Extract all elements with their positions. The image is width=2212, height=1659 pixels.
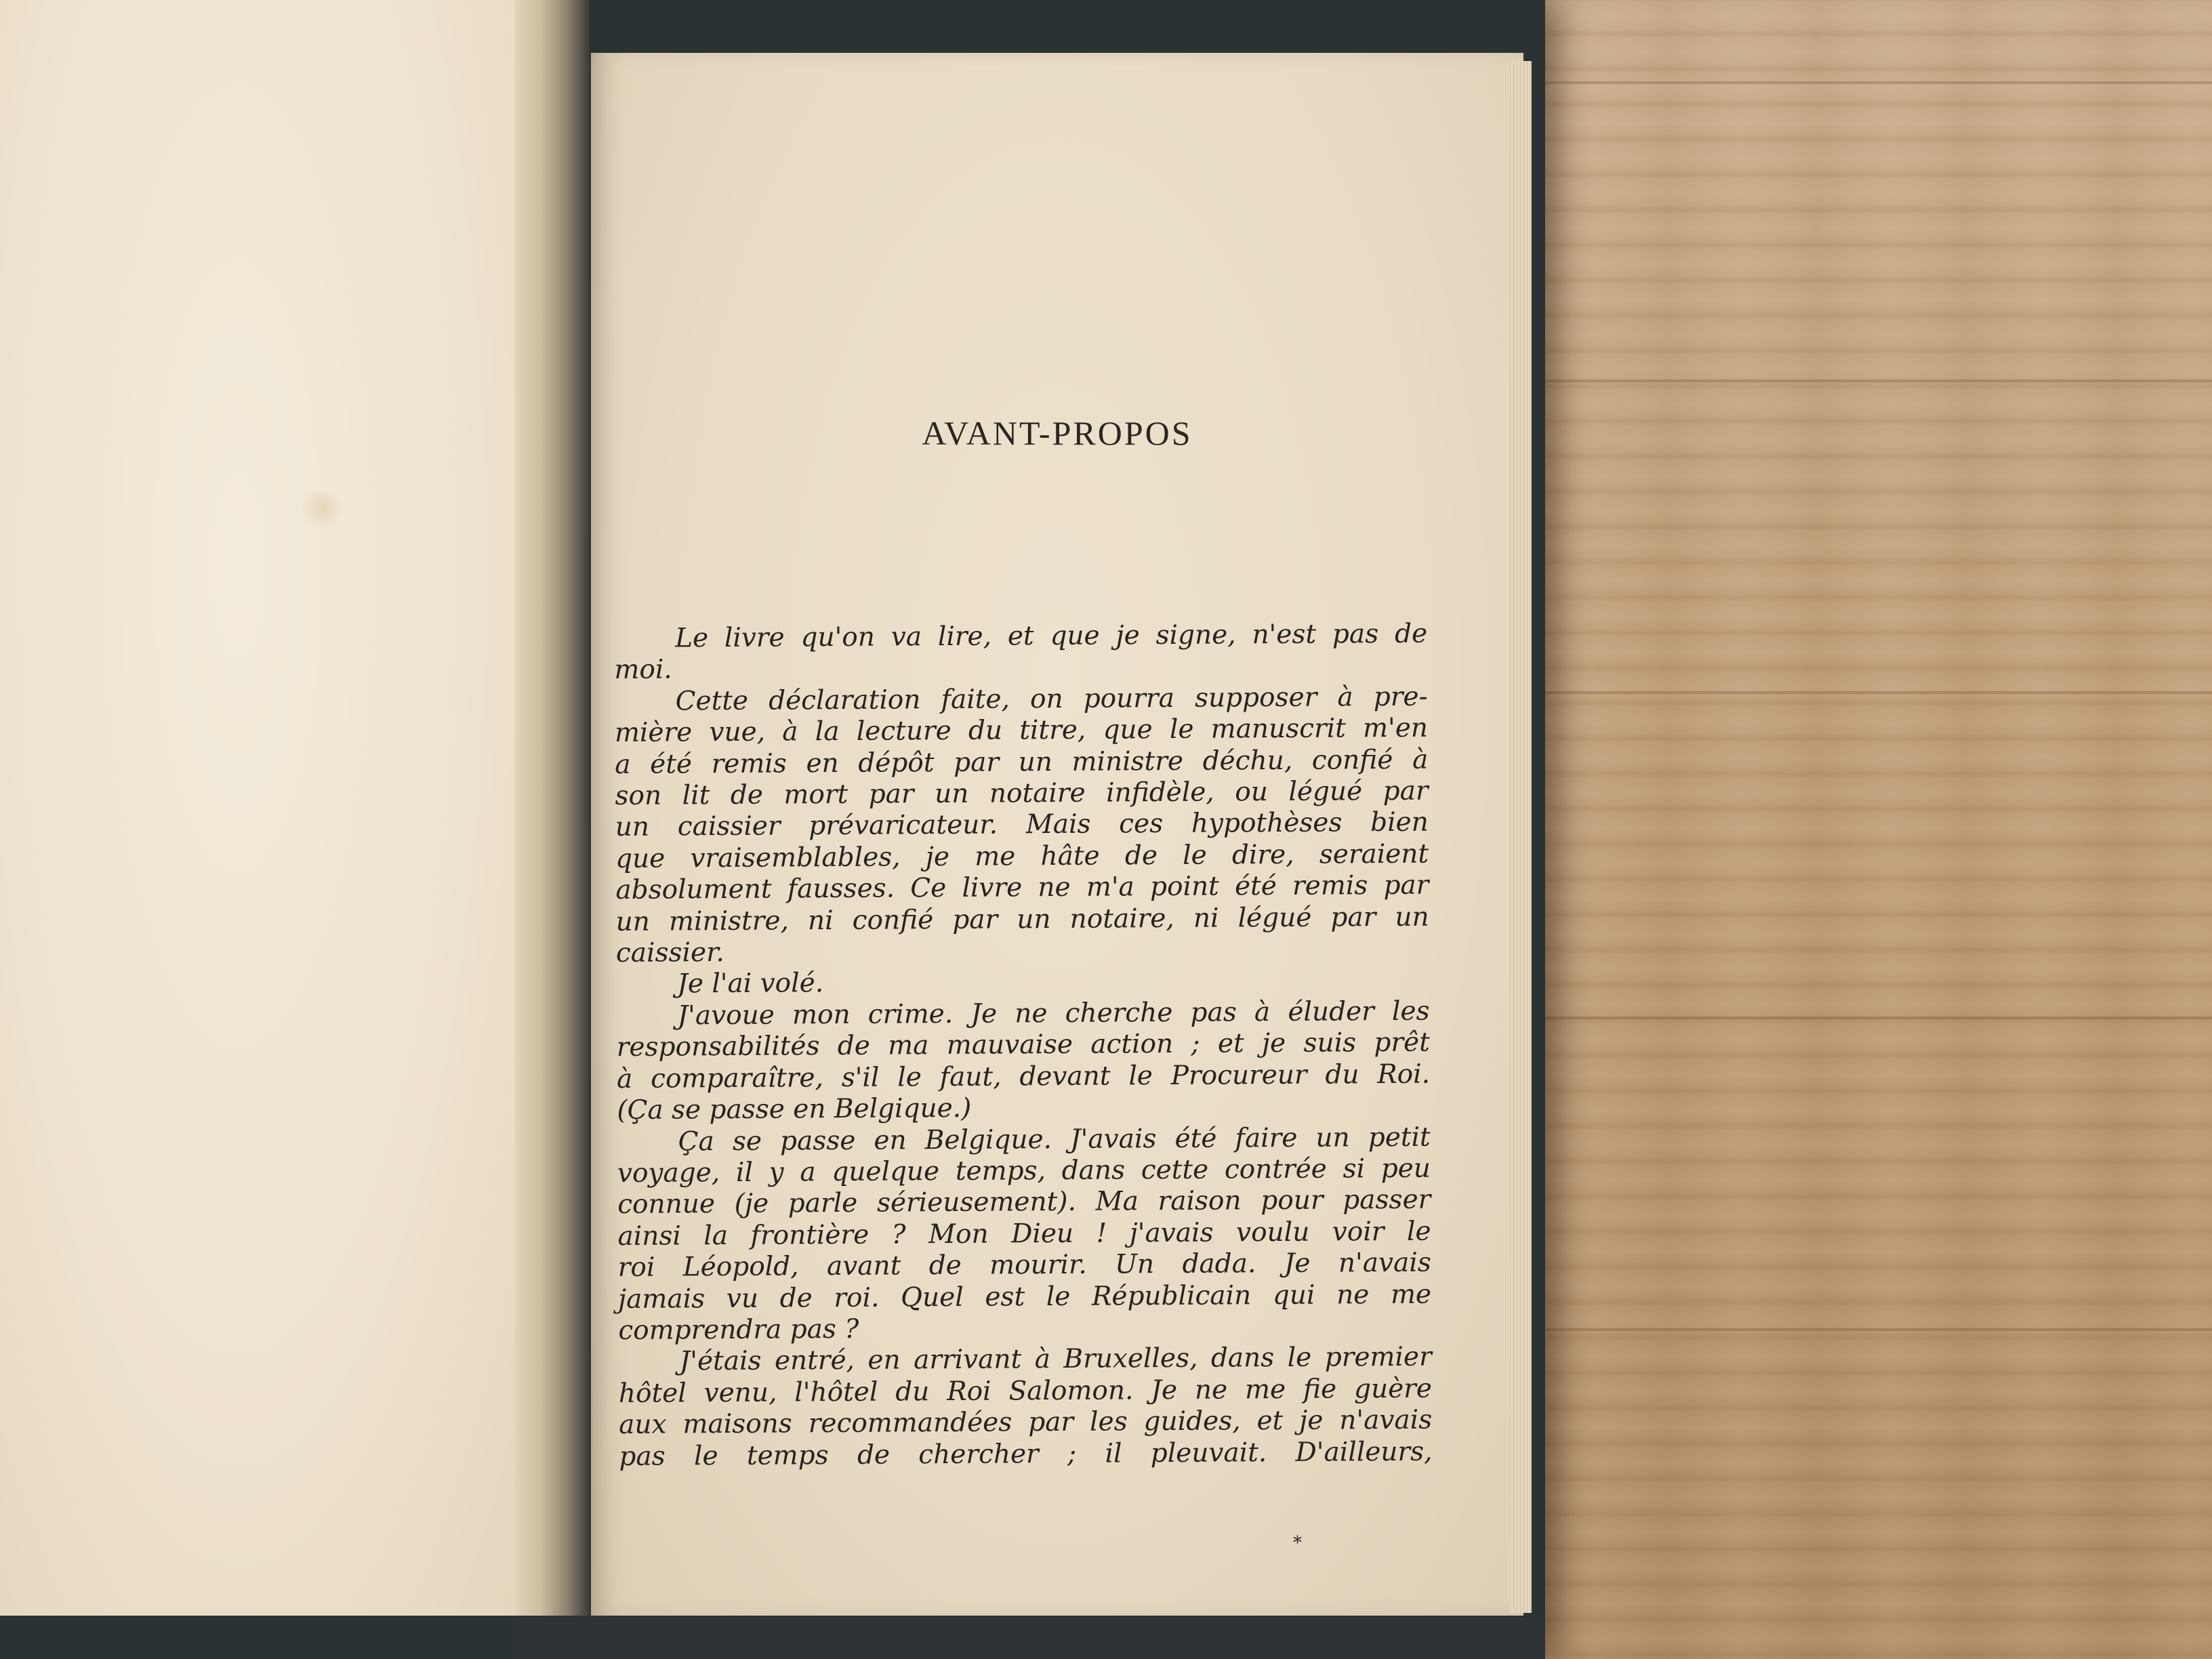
text-line: caissier. — [615, 937, 725, 969]
text-line: Cette déclaration faite, on pourra supposer à pre- — [675, 681, 1428, 717]
text-line: aux maisons recommandées par les guides, et je n'avais — [619, 1404, 1433, 1441]
table-plank-seam — [1477, 1017, 2212, 1019]
table-plank-seam — [1477, 691, 2212, 694]
text-line: J'étais entré, en arrivant à Bruxelles, dans le premier — [679, 1341, 1432, 1377]
text-line: voyage, il y a quelque temps, dans cette contrée si peu — [617, 1153, 1431, 1189]
text-line: Je l'ai volé. — [677, 968, 824, 1000]
signature-mark: * — [1293, 1533, 1302, 1553]
text-line: a été remis en dépôt par un ministre déchu, confié à — [615, 744, 1429, 780]
text-line: moi. — [614, 654, 672, 686]
table-plank-seam — [1477, 1328, 2212, 1331]
text-line: Le livre qu'on va lire, et que je signe, n'est pas de — [674, 618, 1428, 654]
text-line: (Ça se passe en Belgique.) — [617, 1092, 972, 1126]
table-plank-seam — [1477, 81, 2212, 84]
text-line: que vraisemblables, je me hâte de le dire, seraient — [615, 838, 1429, 874]
text-line: connue (je parle sérieusement). Ma raison pour passer — [617, 1184, 1431, 1221]
text-line: un ministre, ni confié par un notaire, ni légué par un — [615, 901, 1429, 937]
text-line: mière vue, à la lecture du titre, que le manuscrit m'en — [614, 712, 1429, 749]
paper-stain — [298, 488, 346, 529]
text-line: responsabilités de ma mauvaise action ; et je suis prêt — [616, 1027, 1430, 1063]
body-text — [614, 619, 1433, 1473]
page-edge — [1509, 61, 1532, 1613]
book-gutter — [515, 0, 590, 1633]
chapter-title: AVANT-PROPOS — [922, 414, 1193, 452]
text-line: pas le temps de chercher ; il pleuvait. D'ailleurs, — [619, 1436, 1433, 1472]
text-line: Ça se passe en Belgique. J'avais été faire un petit — [678, 1122, 1431, 1157]
text-line: roi Léopold, avant de mourir. Un dada. Je n'avais — [617, 1247, 1431, 1284]
text-line: son lit de mort par un notaire infidèle, ou légué par — [615, 775, 1429, 812]
text-line: J'avoue mon crime. Je ne cherche pas à éluder les — [677, 996, 1430, 1031]
left-page — [0, 0, 529, 1616]
text-line: jamais vu de roi. Quel est le Républicain qui ne me — [617, 1279, 1432, 1315]
book-cover-bottom-edge — [515, 1616, 1545, 1659]
text-line: absolument fausses. Ce livre ne m'a point été remis par — [615, 869, 1429, 906]
text-line: comprendra pas ? — [618, 1313, 859, 1346]
text-line: ainsi la frontière ? Mon Dieu ! j'avais voulu voir le — [617, 1216, 1431, 1252]
text-line: un caissier prévaricateur. Mais ces hypothèses bien — [615, 807, 1429, 843]
text-line: hôtel venu, l'hôtel du Roi Salomon. Je ne me fie guère — [618, 1373, 1433, 1409]
text-line: à comparaître, s'il le faut, devant le Procureur du Roi. — [616, 1059, 1431, 1094]
table-plank-seam — [1477, 380, 2212, 382]
